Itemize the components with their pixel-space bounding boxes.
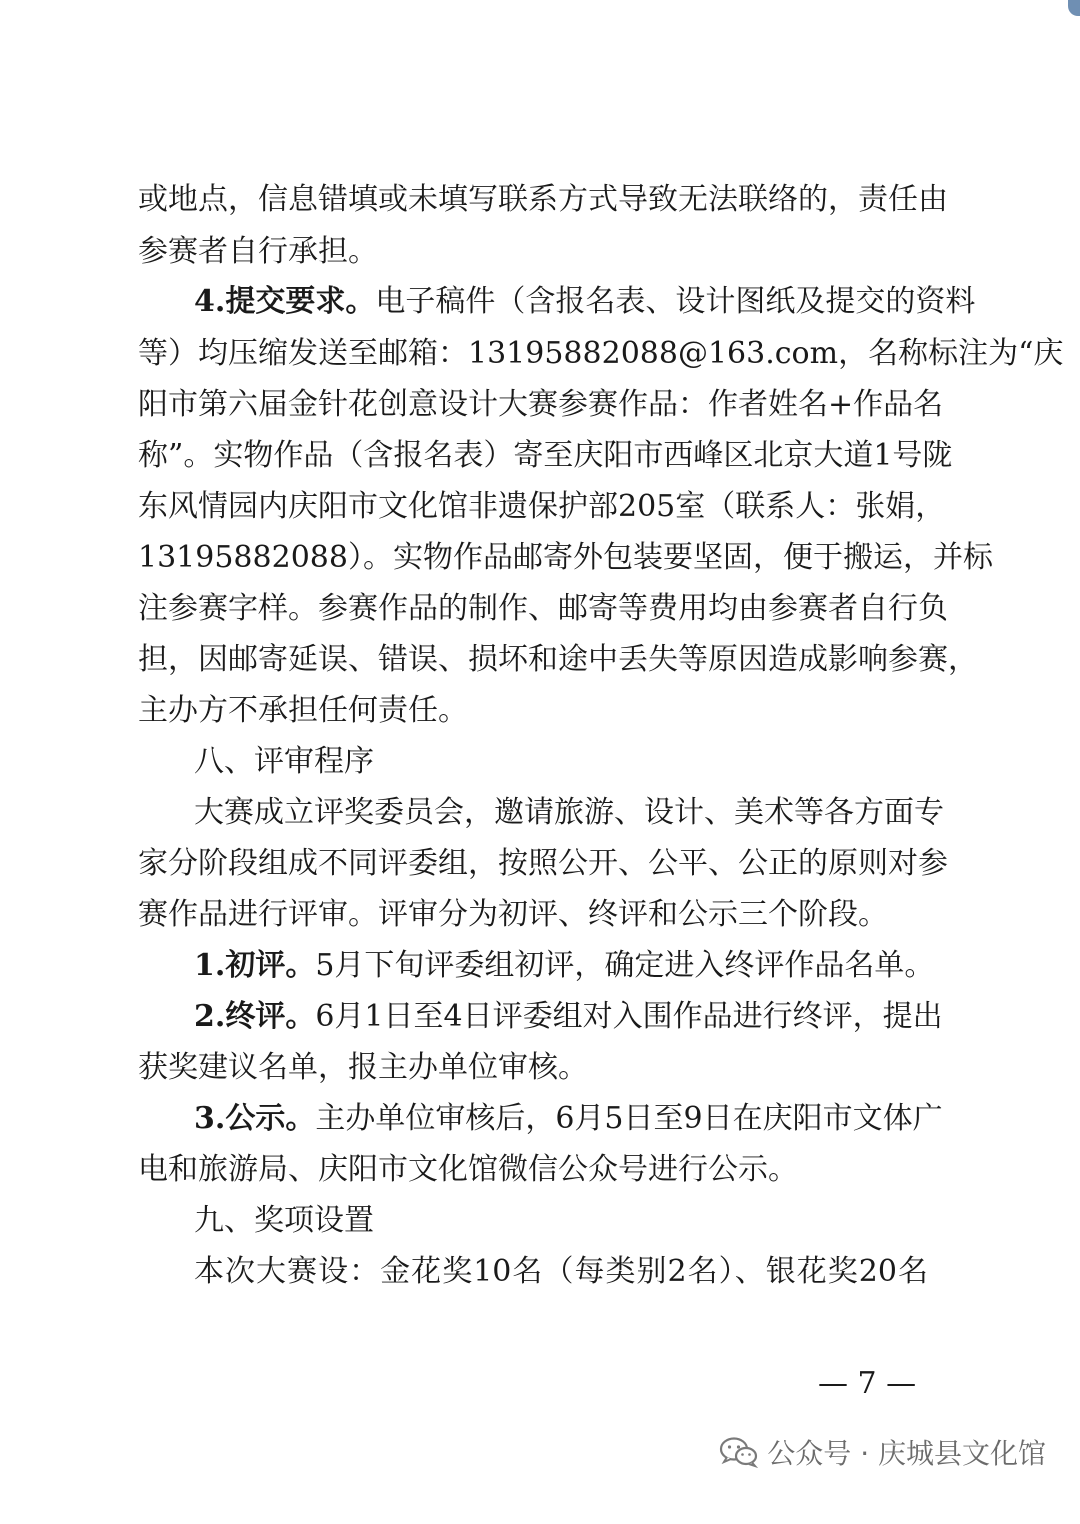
watermark-text: 公众号 · 庆城县文化馆 [767,1437,1046,1470]
publicity-paragraph [194,1101,943,1137]
text-fragment: 6月1日至4日评委组对入围作品进行终评，提出 [315,999,943,1034]
text-line: 获奖建议名单，报主办单位审核。 [138,1050,588,1085]
submission-requirements-paragraph [194,284,976,320]
page-number: — 7 — [818,1366,917,1401]
section-heading-awards: 九、奖项设置 [194,1203,374,1238]
submission-requirements-heading: 4.提交要求。 [194,284,376,319]
final-review-heading: 2.终评。 [194,999,316,1034]
text-line: 东风情园内庆阳市文化馆非遗保护部205室（联系人：张娟， [138,489,946,524]
final-review-paragraph [194,999,943,1035]
text-line: 注参赛字样。参赛作品的制作、邮寄等费用均由参赛者自行负 [138,591,948,626]
text-line: 称”。实物作品（含报名表）寄至庆阳市西峰区北京大道1号陇 [138,438,953,473]
text-line: 本次大赛设：金花奖10名（每类别2名）、银花奖20名 [194,1254,928,1289]
text-fragment: 5月下旬评委组初评，确定进入终评作品名单。 [315,948,935,983]
text-line: 担，因邮寄延误、错误、损坏和途中丢失等原因造成影响参赛， [138,642,978,677]
text-line: 大赛成立评奖委员会，邀请旅游、设计、美术等各方面专 [194,795,944,830]
section-heading-review: 八、评审程序 [194,744,374,779]
text-line: 参赛者自行承担。 [138,234,378,269]
wechat-icon [719,1436,759,1468]
wechat-watermark [719,1432,1046,1472]
text-line: 主办方不承担任何责任。 [138,693,468,728]
text-line: 13195882088）。实物作品邮寄外包装要坚固，便于搬运，并标 [138,540,993,575]
preliminary-review-paragraph [194,948,935,984]
text-line: 赛作品进行评审。评审分为初评、终评和公示三个阶段。 [138,897,888,932]
text-fragment: 电子稿件（含报名表、设计图纸及提交的资料 [375,284,976,319]
text-line: 家分阶段组成不同评委组，按照公开、公平、公正的原则对参 [138,846,948,881]
publicity-heading: 3.公示。 [194,1101,316,1136]
text-fragment: 主办单位审核后，6月5日至9日在庆阳市文体广 [315,1101,943,1136]
text-line: 电和旅游局、庆阳市文化馆微信公众号进行公示。 [138,1152,798,1187]
text-line: 等）均压缩发送至邮箱：13195882088@163.com，名称标注为“庆 [138,336,1064,371]
text-line: 或地点，信息错填或未填写联系方式导致无法联络的，责任由 [138,182,948,217]
corner-tab [1068,0,1080,16]
text-line: 阳市第六届金针花创意设计大赛参赛作品：作者姓名+作品名 [138,387,944,422]
preliminary-review-heading: 1.初评。 [194,948,316,983]
